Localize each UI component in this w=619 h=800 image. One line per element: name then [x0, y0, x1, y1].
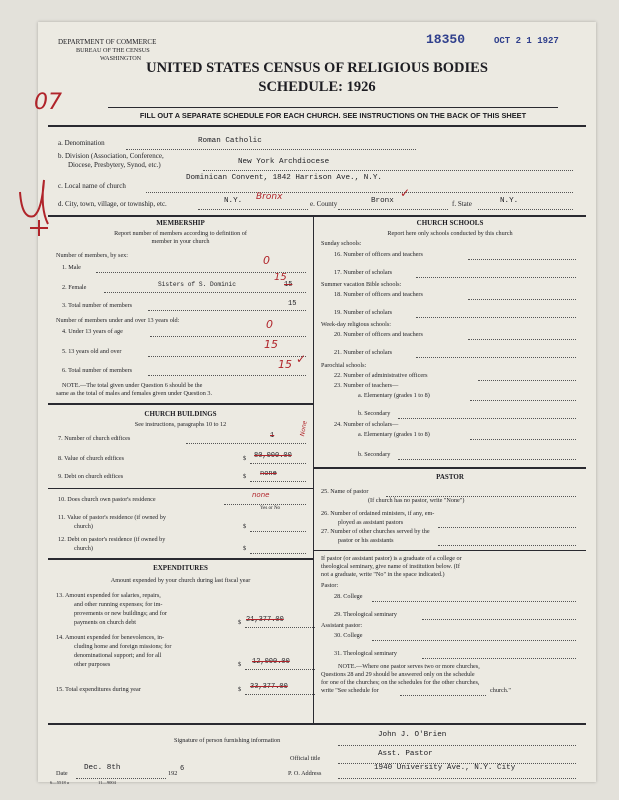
county-line — [338, 209, 448, 210]
q9-line — [250, 481, 306, 482]
q27-line — [438, 545, 576, 546]
q11-label: 11. Value of pastor's residence (if owned by — [58, 514, 166, 521]
q12-label: 12. Debt on pastor's residence (if owned by — [58, 536, 166, 543]
buildings-mid-rule — [48, 488, 313, 489]
header-double-rule — [48, 125, 586, 127]
division-label: b. Division (Association, Conference, — [58, 152, 164, 160]
membership-intro-2: member in your church — [151, 238, 210, 245]
q7-hand-note: None — [299, 420, 309, 437]
q25-label: 25. Name of pastor — [321, 488, 369, 495]
received-number-stamp: 18350 — [426, 32, 466, 47]
q13-label-3: provements or new buildings; and for — [74, 610, 167, 617]
q24a-label: a. Elementary (grades 1 to 8) — [358, 431, 430, 438]
pastor-note-5: church." — [490, 687, 511, 694]
date-line — [76, 778, 166, 779]
received-date-stamp: OCT 2 1 1927 — [494, 36, 559, 46]
state-line — [478, 209, 573, 210]
q18-label: 18. Number of officers and teachers — [334, 291, 423, 298]
q30-line — [372, 640, 576, 641]
q14-line — [245, 669, 315, 670]
parochial-schools-label: Parochial schools: — [321, 362, 367, 369]
q17-line — [416, 277, 576, 278]
assistant-label: Assistant pastor: — [321, 622, 363, 629]
q14-label-2: cluding home and foreign missions; for — [74, 643, 172, 650]
membership-intro: Report number of members according to definition of — [114, 230, 247, 237]
po-address-label: P. O. Address — [288, 770, 322, 777]
q9-dollar: $ — [243, 473, 247, 480]
q27-label: 27. Number of other churches served by the — [321, 528, 430, 535]
sunday-schools-label: Sunday schools: — [321, 240, 362, 247]
q11-label-2: church) — [74, 523, 93, 530]
q2-typed-value: 15 — [284, 281, 293, 289]
q13-label: 13. Amount expended for salaries, repairs, — [56, 592, 161, 599]
county-value: Bronx — [371, 197, 394, 205]
pastor-note-3: for one of the churches; on the schedules for the other churches, — [321, 679, 480, 686]
q10-hint: Yes or No — [260, 506, 281, 511]
q20-label: 20. Number of officers and teachers — [334, 331, 423, 338]
q5-line — [148, 356, 306, 357]
footer-rule — [48, 723, 586, 725]
state-label: f. State — [452, 200, 472, 208]
county-check-mark: ✓ — [400, 186, 411, 200]
membership-note: NOTE.—The total given under Question 6 should be the — [62, 382, 203, 389]
denomination-value: Roman Catholic — [198, 137, 262, 145]
q2-hand-value: 15 — [274, 272, 287, 283]
date-label: Date — [56, 770, 68, 777]
q4-line — [150, 336, 306, 337]
q28-label: 28. College — [334, 593, 363, 600]
q3-value: 15 — [288, 300, 297, 308]
q23b-line — [398, 418, 576, 419]
q7-line — [186, 443, 306, 444]
q28-line — [372, 601, 576, 602]
membership-note-2: same as the total of males and females given under Question 3. — [56, 390, 213, 397]
q24-label: 24. Number of scholars— — [334, 421, 399, 428]
pastor-note-4: write "See schedule for — [321, 687, 379, 694]
q22-line — [478, 380, 576, 381]
q11-dollar: $ — [243, 523, 247, 530]
q5-label: 5. 13 years old and over — [62, 348, 122, 355]
q3-line — [148, 310, 306, 311]
signature-value: John J. O'Brien — [378, 731, 447, 739]
city-field-label: d. City, town, village, or township, etc. — [58, 200, 167, 208]
q12-dollar: $ — [243, 545, 247, 552]
membership-title: MEMBERSHIP — [156, 219, 205, 227]
date-value: Dec. 8th — [84, 764, 121, 772]
q11-line — [250, 531, 306, 532]
section-rule — [48, 215, 586, 217]
q29-label: 29. Theological seminary — [334, 611, 397, 618]
local-name-label: c. Local name of church — [58, 182, 126, 190]
city-line — [198, 209, 308, 210]
q1-value: 0 — [263, 254, 270, 267]
age-header: Number of members under and over 13 years old: — [56, 317, 180, 324]
signature-label: Signature of person furnishing information — [174, 737, 281, 744]
q8-value: 80,000.00 — [254, 452, 292, 460]
expenditures-sub: Amount expended by your church during last fiscal year — [110, 577, 251, 584]
expenditures-title: EXPENDITURES — [153, 564, 208, 572]
pastor-label: Pastor: — [321, 582, 339, 589]
q13-value: 21,377.00 — [246, 616, 284, 624]
q13-label-4: payments on church debt — [74, 619, 137, 626]
q27-label-2: pastor or his assistants — [338, 537, 394, 544]
weekday-schools-label: Week-day religious schools: — [321, 321, 391, 328]
church-buildings-title: CHURCH BUILDINGS — [144, 410, 217, 418]
q8-dollar: $ — [243, 455, 247, 462]
buildings-end-rule — [48, 558, 313, 560]
q6-line — [148, 375, 306, 376]
q10-value: none — [252, 491, 270, 499]
q31-line — [422, 658, 576, 659]
q12-label-2: church) — [74, 545, 93, 552]
division-line — [203, 170, 573, 171]
grad-note-1: If pastor (or assistant pastor) is a graduate of a college or — [321, 555, 462, 562]
q29-line — [422, 619, 576, 620]
q26-line — [438, 527, 576, 528]
q8-line — [250, 463, 306, 464]
q14-dollar: $ — [238, 661, 242, 668]
q19-line — [416, 317, 576, 318]
church-address-value: Dominican Convent, 1842 Harrison Ave., N.Y. — [186, 174, 382, 182]
q2-label: 2. Female — [62, 284, 87, 291]
membership-end-rule — [48, 403, 313, 405]
local-name-line — [146, 192, 573, 193]
q2-line — [104, 292, 306, 293]
q19-label: 19. Number of scholars — [334, 309, 393, 316]
q14-label: 14. Amount expended for benevolences, in- — [56, 634, 165, 641]
schedule-title: SCHEDULE: 1926 — [258, 79, 376, 95]
denomination-line — [126, 149, 416, 150]
q7-label: 7. Number of church edifices — [58, 435, 131, 442]
official-title-label: Official title — [290, 755, 321, 762]
q13-label-2: and other running expenses; for im- — [74, 601, 163, 608]
q23b-label: b. Secondary — [358, 410, 391, 417]
by-sex-label: Number of members, by sex: — [56, 252, 128, 259]
grad-note-3: not a graduate, write "No" in the space indicated.) — [321, 571, 445, 578]
q15-dollar: $ — [238, 686, 242, 693]
county-label: e. County — [310, 200, 338, 208]
form-number-2: 11—9004 — [98, 780, 116, 785]
q7-value: 1 — [270, 432, 275, 440]
dept-label: DEPARTMENT OF COMMERCE — [58, 38, 157, 46]
date-year-digit: 6 — [180, 765, 185, 773]
city-hand-note: Bronx — [256, 192, 283, 202]
city-value: N.Y. — [224, 197, 243, 205]
q16-line — [468, 259, 576, 260]
q8-label: 8. Value of church edifices — [58, 455, 125, 462]
po-address-line — [338, 778, 576, 779]
q6-label: 6. Total number of members — [62, 367, 133, 374]
q21-label: 21. Number of scholars — [334, 349, 393, 356]
schools-end-rule — [314, 467, 586, 469]
division-label-2: Diocese, Presbytery, Synod, etc.) — [68, 161, 161, 169]
q24a-line — [470, 439, 576, 440]
q5-value: 15 — [264, 338, 278, 351]
q23-label: 23. Number of teachers— — [334, 382, 399, 389]
grad-note-2: theological seminary, give name of institution below. (If — [321, 563, 460, 570]
q6-value: 15 — [278, 358, 292, 371]
q30-label: 30. College — [334, 632, 363, 639]
church-buildings-sub: See instructions, paragraphs 10 to 12 — [134, 421, 227, 428]
date-year: 192 — [168, 770, 178, 777]
q12-line — [250, 553, 306, 554]
census-schedule-sheet — [34, 22, 596, 785]
q24b-label: b. Secondary — [358, 451, 391, 458]
q9-label: 9. Debt on church edifices — [58, 473, 124, 480]
pastor-title: PASTOR — [436, 473, 464, 481]
division-value: New York Archdiocese — [238, 158, 330, 166]
title-rule — [108, 107, 558, 108]
red-code-mark: 07 — [34, 90, 62, 115]
church-schools-intro: Report here only schools conducted by this church — [387, 230, 513, 237]
q14-label-3: denominational support; and for all — [74, 652, 162, 659]
bureau-label: BUREAU OF THE CENSUS — [76, 47, 150, 54]
state-value: N.Y. — [500, 197, 519, 205]
column-divider — [313, 217, 314, 723]
q21-line — [416, 357, 576, 358]
q20-line — [468, 339, 576, 340]
q4-value: 0 — [266, 318, 273, 331]
city-label: WASHINGTON — [100, 55, 142, 62]
summer-schools-label: Summer vacation Bible schools: — [321, 281, 402, 288]
q14-value: 12,000.00 — [252, 658, 290, 666]
q10-line — [224, 504, 306, 505]
pastor-note-line — [400, 695, 486, 696]
official-title-value: Asst. Pastor — [378, 750, 433, 758]
q15-value: 33,377.00 — [250, 683, 288, 691]
pastor-note-2: Questions 28 and 29 should be answered only on the schedule — [321, 671, 475, 678]
q13-line — [245, 627, 315, 628]
q26-label-2: ployed as assistant pastors — [338, 519, 404, 526]
pastor-mid-rule — [314, 550, 586, 551]
denomination-label: a. Denomination — [58, 139, 105, 147]
po-address-value: 1940 University Ave., N.Y. City — [374, 764, 516, 772]
q17-label: 17. Number of scholars — [334, 269, 393, 276]
q4-label: 4. Under 13 years of age — [62, 328, 123, 335]
q25-hint: (If church has no pastor, write "None") — [368, 497, 465, 504]
q15-label: 15. Total expenditures during year — [56, 686, 141, 693]
q22-label: 22. Number of administrative officers — [334, 372, 428, 379]
q2-typed-note: Sisters of S. Dominic — [158, 281, 236, 288]
q26-label: 26. Number of ordained ministers, if any, em- — [321, 510, 435, 517]
q6-check-mark: ✓ — [296, 352, 307, 366]
q18-line — [468, 299, 576, 300]
signature-line — [338, 745, 576, 746]
q10-label: 10. Does church own pastor's residence — [58, 496, 156, 503]
form-number: 6—5518 a — [50, 780, 69, 785]
q23a-line — [470, 400, 576, 401]
form-title: UNITED STATES CENSUS OF RELIGIOUS BODIES — [146, 60, 488, 76]
q24b-line — [398, 459, 576, 460]
q16-label: 16. Number of officers and teachers — [334, 251, 423, 258]
q9-value: none — [260, 470, 277, 478]
q14-label-4: other purposes — [74, 661, 111, 668]
q15-line — [245, 694, 315, 695]
q3-label: 3. Total number of members — [62, 302, 133, 309]
q23a-label: a. Elementary (grades 1 to 8) — [358, 392, 430, 399]
q1-label: 1. Male — [62, 264, 81, 271]
church-schools-title: CHURCH SCHOOLS — [416, 219, 484, 227]
instruction-line: FILL OUT A SEPARATE SCHEDULE FOR EACH CHURCH. SEE INSTRUCTIONS ON THE BACK OF THIS SHEET — [139, 111, 527, 120]
q31-label: 31. Theological seminary — [334, 650, 397, 657]
q13-dollar: $ — [238, 619, 242, 626]
pastor-note-1: NOTE.—Where one pastor serves two or more churches, — [338, 663, 480, 670]
